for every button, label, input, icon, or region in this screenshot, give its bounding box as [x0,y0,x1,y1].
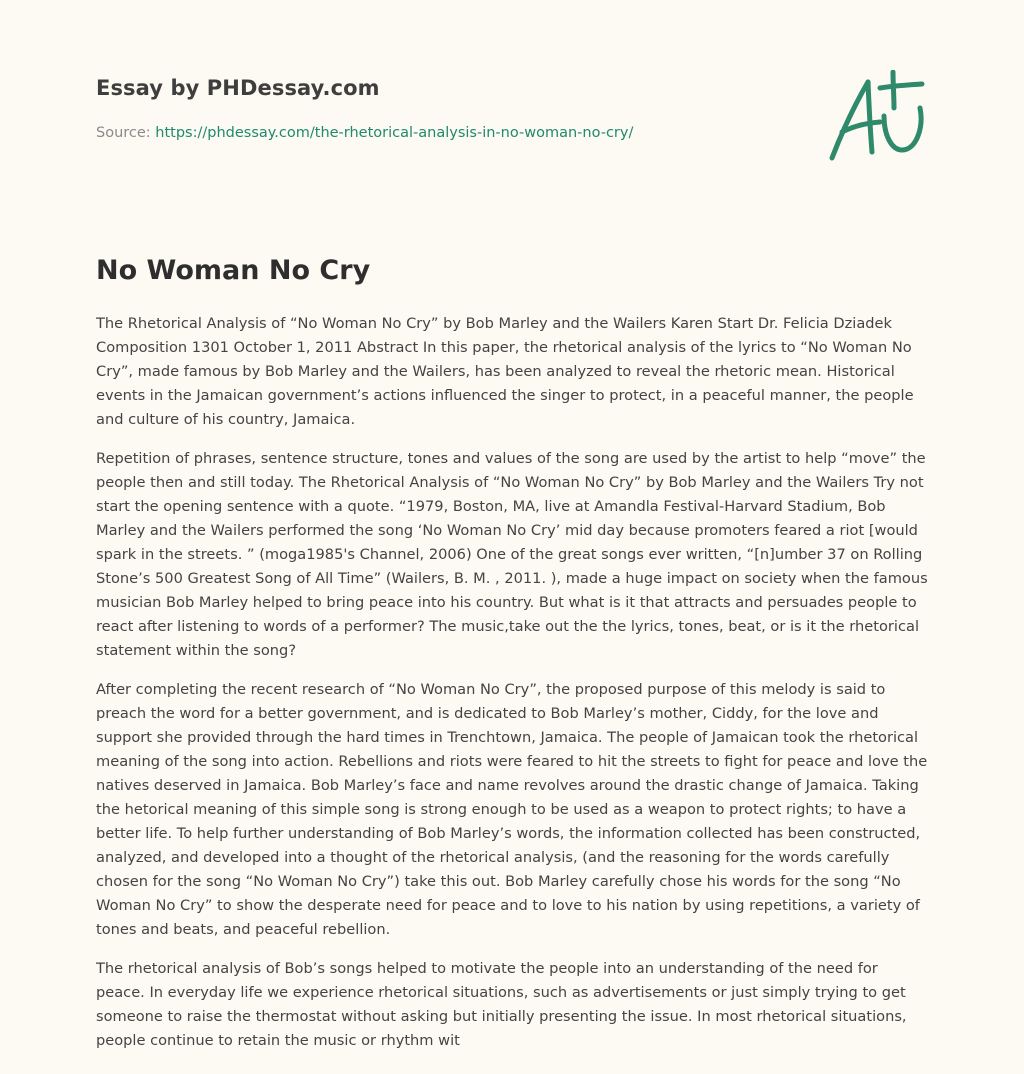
essay-paragraph: The Rhetorical Analysis of “No Woman No Cry” by Bob Marley and the Wailers Karen Start Dr. Felicia Dziadek Composition 1301 October 1, 2011 Abstract In this paper, the rhetorical analysis of the lyrics to “No Woman No Cry”, made famous by Bob Marley and the Wailers, has been analyzed to reveal the rhetoric mean. Historical events in the Jamaican government’s actions influenced the singer to protect, in a peaceful manner, the people and culture of his country, Jamaica. [96,315,914,428]
essay-content [96,255,928,1068]
site-title: Essay by PHDessay.com [96,76,380,100]
source-line [96,125,633,141]
page-header [96,70,928,190]
source-label: Source: [96,125,151,141]
page-title: No Woman No Cry [96,255,371,286]
a-plus-logo [828,70,928,164]
source-link[interactable]: https://phdessay.com/the-rhetorical-analysis-in-no-woman-no-cry/ [155,125,634,141]
essay-paragraph: Repetition of phrases, sentence structure, tones and values of the song are used by the artist to help “move” the people then and still today. The Rhetorical Analysis of “No Woman No Cry” by Bob Marley and the Wailers Try not start the opening sentence with a quote. “1979, Boston, MA, live at Amandla Festival-Harvard Stadium, Bob Marley and the Wailers performed the song ‘No Woman No Cry’ mid day because promoters feared a riot [would spark in the streets. ” (moga1985's Channel, 2006) One of the great songs ever written, “[n]umber 37 on Rolling Stone’s 500 Greatest Song of All Time” (Wailers, B. M. , 2011. ), made a huge impact on society when the famous musician Bob Marley helped to bring peace into his country. But what is it that attracts and persuades people to react after listening to words of a performer? The music,take out the the lyrics, tones, beat, or is it the rhetorical statement within the song? [96,450,928,659]
essay-paragraph: After completing the recent research of “No Woman No Cry”, the proposed purpose of this melody is said to preach the word for a better government, and is dedicated to Bob Marley’s mother, Ciddy, for the love and support she provided through the hard times in Trenchtown, Jamaica. The people of Jamaican took the rhetorical meaning of the song into action. Rebellions and riots were feared to hit the streets to fight for peace and love the natives deserved in Jamaica. Bob Marley’s face and name revolves around the drastic change of Jamaica. Taking the hetorical meaning of this simple song is strong enough to be used as a weapon to protect rights; to have a better life. To help further understanding of Bob Marley’s words, the information collected has been constructed, analyzed, and developed into a thought of the rhetorical analysis, (and the reasoning for the words carefully chosen for the song “No Woman No Cry”) take this out. Bob Marley carefully chose his words for the song “No Woman No Cry” to show the desperate need for peace and to love to his nation by using repetitions, a variety of tones and beats, and peaceful rebellion. [96,681,928,938]
essay-paragraph: The rhetorical analysis of Bob’s songs helped to motivate the people into an understanding of the need for peace. In everyday life we experience rhetorical situations, such as advertisements or just simply trying to get someone to raise the thermostat without asking but initially presenting the issue. In most rhetorical situations, people continue to retain the music or rhythm wit [96,960,907,1049]
